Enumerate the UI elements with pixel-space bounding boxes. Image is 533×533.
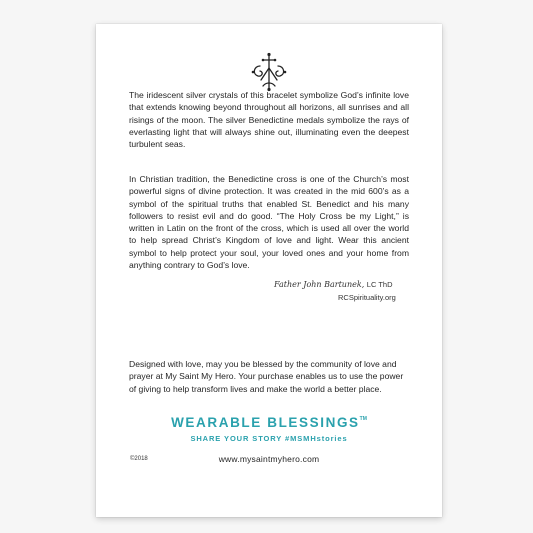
brand-name: WEARABLE BLESSINGS [171,415,360,430]
info-card [96,24,442,517]
copyright-notice: ©2018 [130,456,148,462]
trademark-mark: TM [359,416,367,422]
benedictine-cross-paragraph: In Christian tradition, the Benedictine cross is one of the Church’s most powerful signs of divine protection. It was created in the mid 600’s as a symbol of the spiritual truths that enabled St. Benedict and his many followers to resist evil and do good. “The Holy Cross be my Light,” is written in Latin on the front of the cross, which is used all over the world to help spread Christ’s Kingdom of love and light. Wear this ancient symbol to help protect your soul, your loved ones and your home from anything contrary to God’s love. [129,174,409,271]
signature-credentials: LC ThD [366,280,393,289]
footer-website: www.mysaintmyhero.com [218,454,320,464]
brand-tagline: SHARE YOUR STORY #MSMHstories [190,434,348,443]
author-signature [274,280,414,289]
signature-website: RCSpirituality.org [338,293,396,302]
signature-name: Father John Bartunek, [274,280,365,289]
crystals-paragraph: The iridescent silver crystals of this bracelet symbolize God’s infinite love that extends knowing beyond throughout all horizons, all sunrises and all risings of the moon. The silver Benedictine medals symbolize the rays of everlasting light that will always shine out, illuminating even the deepest turbulent seas. [129,90,409,150]
brand-title [96,415,442,430]
designed-with-love-paragraph: Designed with love, may you be blessed by the community of love and prayer at My Saint My Hero. Your purchase enables us to use the power of giving to help transform lives and make the world a better place. [129,359,404,394]
ornamental-cross-monogram-icon [248,52,290,92]
